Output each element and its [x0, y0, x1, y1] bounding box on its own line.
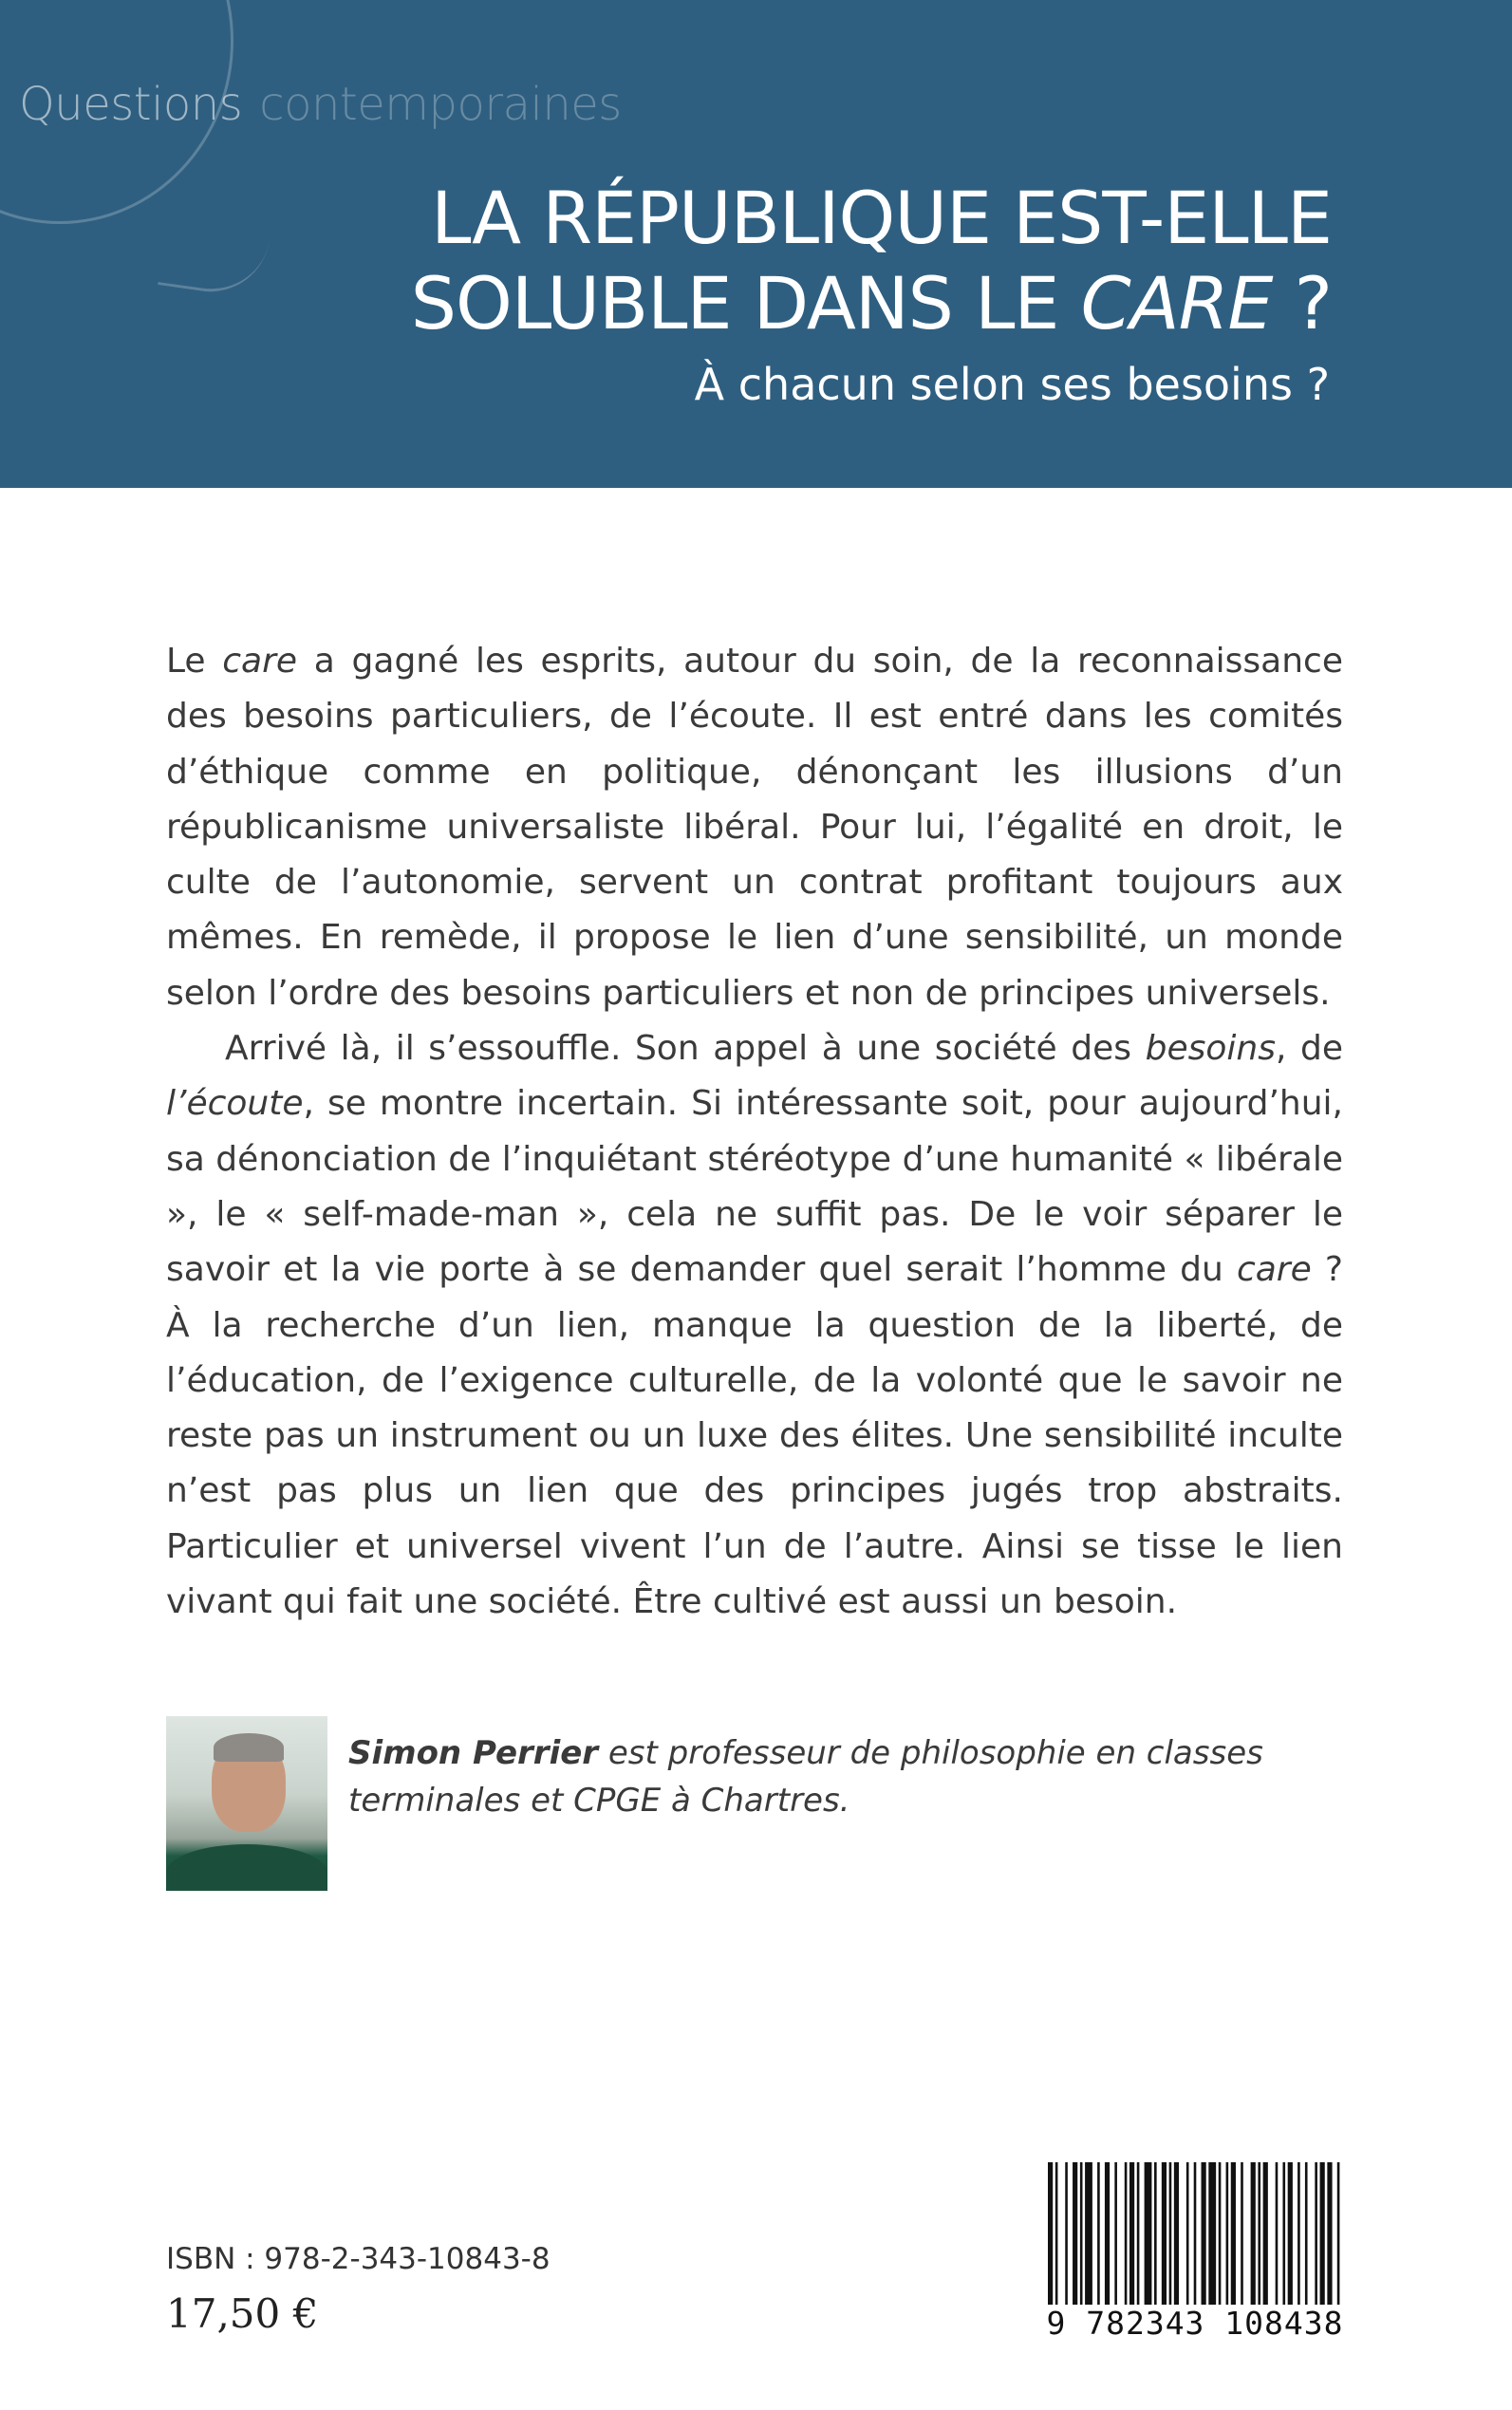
barcode-bar: [1241, 2162, 1243, 2305]
p2-text-c: , se montre incertain. Si intéressante soit, pour aujourd’hui, sa dénonciation de l’inquiétant stéréotype d’une humanité « libérale », le « self-made-man », cela ne suffit pas. De le voir séparer le savoir et la vie porte à se demander quel serait l’homme du: [166, 1084, 1343, 1290]
title-line-2: [411, 261, 1332, 346]
blurb-paragraph-1: [166, 634, 1343, 1021]
back-cover-blurb: [166, 634, 1343, 1630]
barcode-bar: [1137, 2162, 1140, 2305]
author-bio-text: est professeur de philosophie en classes terminales et CPGE à Chartres.: [348, 1734, 1263, 1820]
barcode-bar: [1162, 2162, 1167, 2305]
barcode-bar: [1048, 2162, 1053, 2305]
p2-text-b: , de: [1275, 1029, 1343, 1069]
barcode-bar: [1125, 2162, 1128, 2305]
barcode-bar: [1251, 2162, 1256, 2305]
barcode-bar: [1169, 2162, 1172, 2305]
barcode-bar: [1288, 2162, 1293, 2305]
price: 17,50 €: [166, 2290, 319, 2337]
p1-text-a: Le: [166, 642, 223, 681]
barcode-bar: [1174, 2162, 1179, 2305]
author-photo: [166, 1716, 327, 1891]
barcode-bar: [1337, 2162, 1340, 2305]
author-photo-hair: [214, 1733, 284, 1762]
barcode-bar: [1226, 2162, 1229, 2305]
p2-text-d: ? À la recherche d’un lien, manque la question de la liberté, de l’éducation, de l’exigence culturelle, de la volonté que le savoir ne reste pas un instrument ou un luxe des élites. Une sensibilité inculte n’est pas plus un lien que des principes jugés trop abstraits. Particulier et universel vivent l’un de l’autre. Ainsi se tisse le lien vivant qui fait une société. Être cultivé est aussi un besoin.: [166, 1250, 1343, 1622]
author-photo-shirt: [166, 1844, 327, 1891]
author-name: Simon Perrier: [348, 1734, 599, 1772]
barcode-bar: [1276, 2162, 1279, 2305]
barcode-bar: [1258, 2162, 1260, 2305]
barcode-bar: [1055, 2162, 1058, 2305]
title-care-italic: CARE: [1080, 261, 1273, 346]
barcode-bar: [1282, 2162, 1285, 2305]
barcode-bar: [1080, 2162, 1083, 2305]
barcode: [1044, 2162, 1346, 2347]
book-title: [411, 176, 1332, 346]
barcode-bar: [1105, 2162, 1110, 2305]
book-subtitle: À chacun selon ses besoins ?: [694, 359, 1330, 410]
barcode-bar: [1320, 2162, 1325, 2305]
barcode-bar: [1114, 2162, 1117, 2305]
barcode-bar: [1065, 2162, 1068, 2305]
barcode-bar: [1186, 2162, 1189, 2305]
p2-besoins-italic: besoins: [1145, 1029, 1276, 1069]
barcode-bar: [1208, 2162, 1216, 2305]
barcode-bars: [1044, 2162, 1346, 2305]
barcode-bar: [1097, 2162, 1100, 2305]
series-word-questions: Questions: [19, 78, 243, 131]
barcode-bar: [1154, 2162, 1157, 2305]
q-letter-tail-decoration: [158, 226, 270, 300]
barcode-bar: [1315, 2162, 1317, 2305]
blurb-paragraph-2: [166, 1021, 1343, 1630]
barcode-bar: [1297, 2162, 1300, 2305]
barcode-bar: [1145, 2162, 1152, 2305]
cover-header: [0, 0, 1512, 488]
barcode-bar: [1202, 2162, 1206, 2305]
p2-text-a: Arrivé là, il s’essouffle. Son appel à une société des: [225, 1029, 1146, 1069]
series-name: [19, 78, 622, 131]
barcode-bar: [1073, 2162, 1077, 2305]
barcode-bar: [1194, 2162, 1197, 2305]
author-bio: [348, 1729, 1345, 1824]
p1-care-italic: care: [222, 642, 298, 681]
barcode-bar: [1327, 2162, 1332, 2305]
barcode-bar: [1129, 2162, 1134, 2305]
isbn: ISBN : 978-2-343-10843-8: [166, 2242, 551, 2276]
p1-text-b: a gagné les esprits, autour du soin, de la reconnaissance des besoins particuliers, de l’écoute. Il est entré dans les comités d’éthique comme en politique, dénonçant les illusions d’un républicanisme universaliste libéral. Pour lui, l’égalité en droit, le culte de l’autonomie, servent un contrat profitant toujours aux mêmes. En remède, il propose le lien d’une sensibilité, un monde selon l’ordre des besoins particuliers et non de principes universels.: [166, 642, 1343, 1013]
barcode-digits: 9 782343 108438: [1046, 2305, 1344, 2342]
title-line-2-suffix: ?: [1272, 261, 1332, 346]
barcode-bar: [1085, 2162, 1092, 2305]
barcode-bar: [1231, 2162, 1236, 2305]
p2-ecoute-italic: l’écoute: [166, 1084, 304, 1124]
barcode-bar: [1263, 2162, 1268, 2305]
title-line-2-prefix: SOLUBLE DANS LE: [410, 261, 1081, 346]
title-line-1: LA RÉPUBLIQUE EST-ELLE: [431, 176, 1332, 260]
p2-care-italic: care: [1236, 1250, 1312, 1290]
barcode-bar: [1305, 2162, 1308, 2305]
series-word-contemporaines: contemporaines: [259, 78, 622, 131]
barcode-bar: [1219, 2162, 1222, 2305]
